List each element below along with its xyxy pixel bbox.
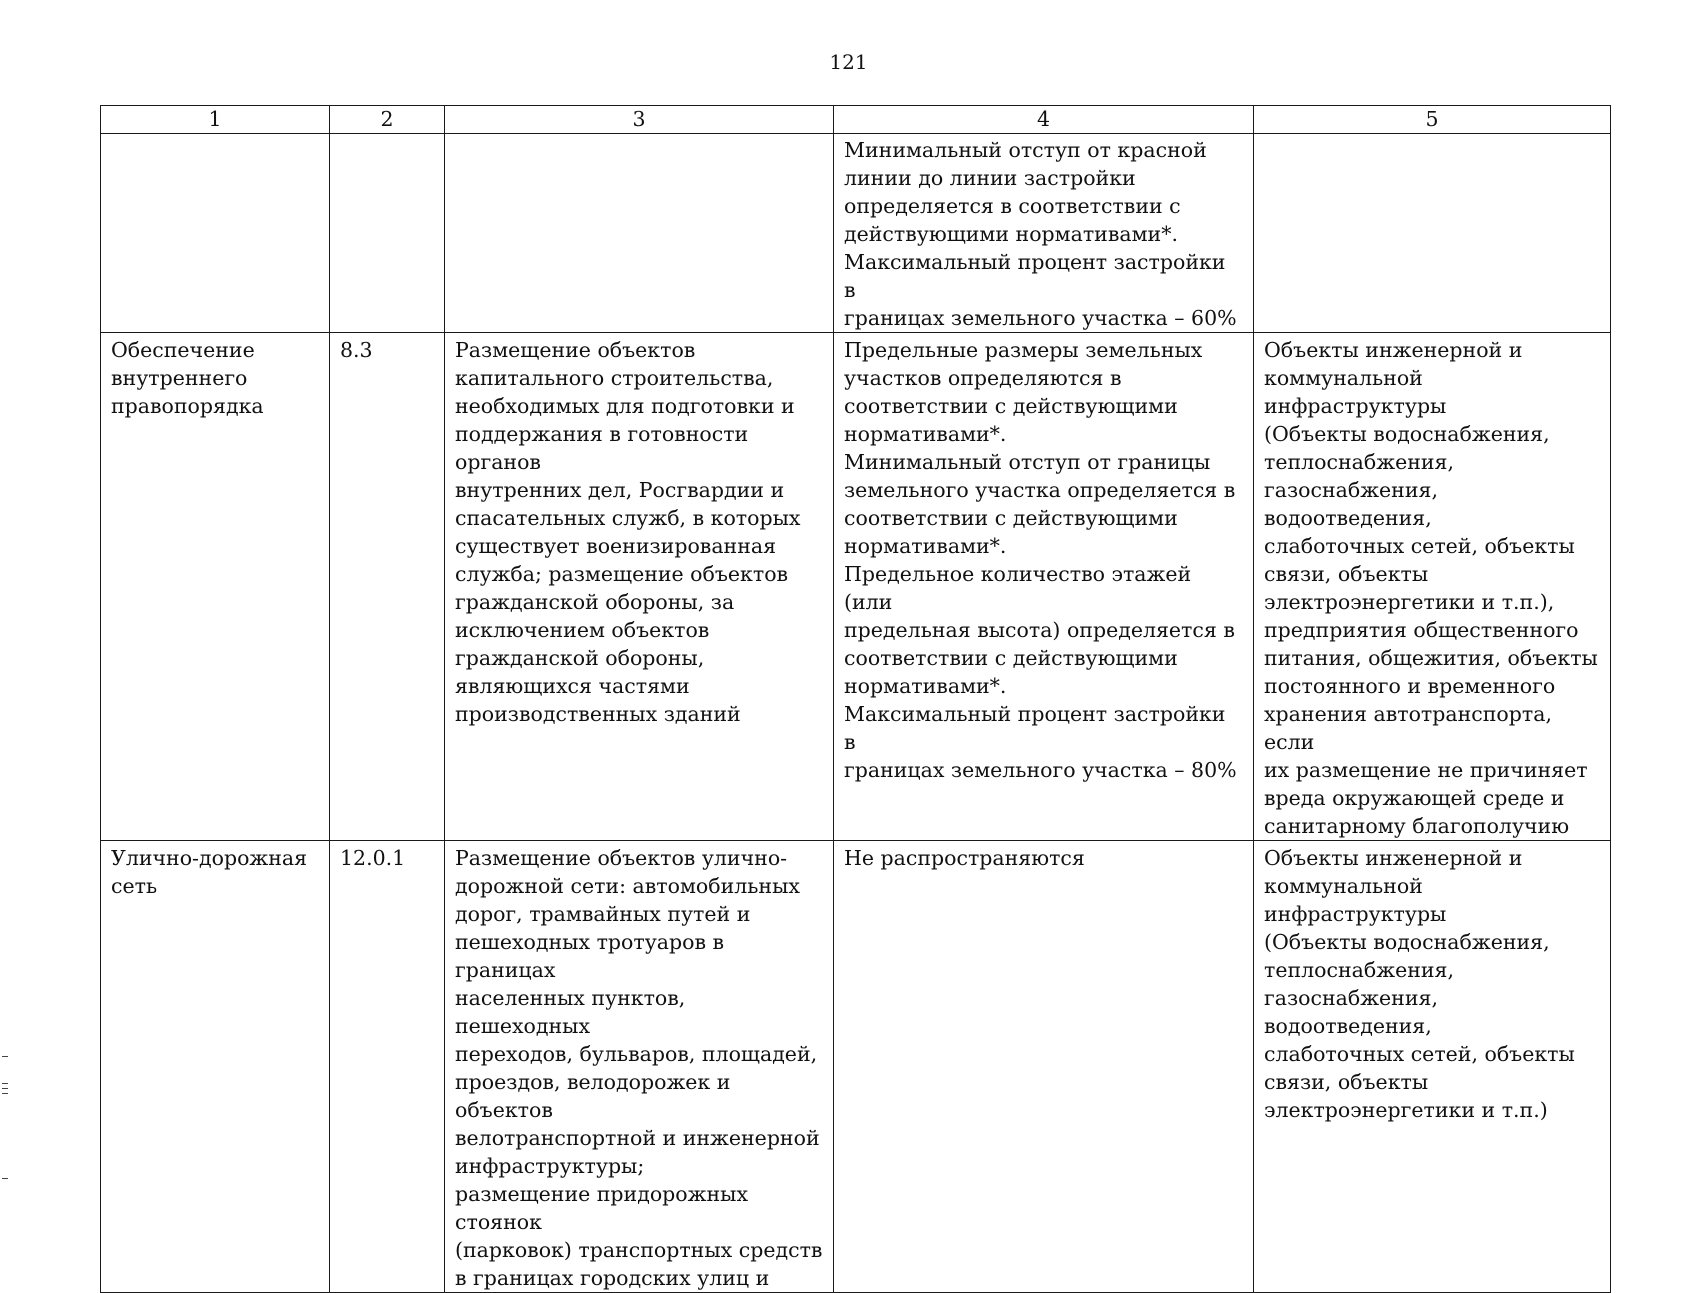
permitted-objects-cell xyxy=(1254,134,1611,333)
scan-mark xyxy=(2,1056,8,1057)
parameters-text: Минимальный отступ от красной линии до линии застройки определяется в соответствии с действующими нормативами*. Максимальный процент застройки в границах земельного участка – 60% xyxy=(844,138,1237,330)
use-code-cell xyxy=(330,333,445,841)
use-code-cell xyxy=(330,841,445,1293)
use-description: Размещение объектов улично- дорожной сети: автомобильных дорог, трамвайных путей и пешеходных тротуаров в границах населенных пунктов, пешеходных переходов, бульваров, площадей, проездов, велодорожек и объектов велотранспортной и инженерной инфраструктуры; размещение придорожных стоянок (парковок) транспортных средств в границах городских улиц и xyxy=(455,846,823,1290)
use-name-cell xyxy=(101,333,330,841)
page-number: 121 xyxy=(829,50,868,74)
use-description-cell xyxy=(445,841,834,1293)
column-header-4: 4 xyxy=(834,106,1254,134)
use-code: 8.3 xyxy=(340,338,373,362)
permitted-objects-text: Объекты инженерной и коммунальной инфраструктуры (Объекты водоснабжения, теплоснабжения, газоснабжения, водоотведения, слаботочных сетей, объекты связи, объекты электроэнергетики и т.п.) xyxy=(1264,846,1575,1122)
use-description-cell xyxy=(445,333,834,841)
parameters-text: Не распространяются xyxy=(844,846,1085,870)
permitted-objects-cell xyxy=(1254,333,1611,841)
column-header-2: 2 xyxy=(330,106,445,134)
parameters-cell xyxy=(834,841,1254,1293)
use-name: Обеспечение внутреннего правопорядка xyxy=(111,338,264,418)
scan-mark xyxy=(2,1088,8,1089)
use-code-cell xyxy=(330,134,445,333)
use-name-cell xyxy=(101,134,330,333)
use-name xyxy=(111,134,319,136)
use-code xyxy=(340,134,434,136)
column-header-5: 5 xyxy=(1254,106,1611,134)
use-description xyxy=(455,134,823,136)
column-header-3: 3 xyxy=(445,106,834,134)
scan-mark xyxy=(2,1083,8,1084)
scan-margin-marks xyxy=(0,0,14,1200)
table-header-row xyxy=(101,106,1611,134)
parameters-text: Предельные размеры земельных участков определяются в соответствии с действующими нормативами*. Минимальный отступ от границы земельного участка определяется в соответствии с действующими нормативами*. Предельное количество этажей (или предельная высота) определяется в соответствии с действующими нормативами*. Максимальный процент застройки в границах земельного участка – 80% xyxy=(844,338,1237,782)
table-row xyxy=(101,841,1611,1293)
use-description-cell xyxy=(445,134,834,333)
scan-mark xyxy=(2,1178,8,1179)
permitted-objects-cell xyxy=(1254,841,1611,1293)
permitted-objects-text xyxy=(1264,134,1600,136)
column-header-1: 1 xyxy=(101,106,330,134)
use-name-cell xyxy=(101,841,330,1293)
land-use-table xyxy=(100,105,1611,1293)
table-row xyxy=(101,134,1611,333)
use-name: Улично-дорожная сеть xyxy=(111,846,308,898)
use-description: Размещение объектов капитального строительства, необходимых для подготовки и поддержания в готовности органов внутренних дел, Росгвардии и спасательных служб, в которых существует военизированная служба; размещение объектов гражданской обороны, за исключением объектов гражданской обороны, являющихся частями производственных зданий xyxy=(455,338,801,726)
parameters-cell xyxy=(834,134,1254,333)
scan-mark xyxy=(2,1093,8,1094)
table-row xyxy=(101,333,1611,841)
use-code: 12.0.1 xyxy=(340,846,406,870)
permitted-objects-text: Объекты инженерной и коммунальной инфраструктуры (Объекты водоснабжения, теплоснабжения, газоснабжения, водоотведения, слаботочных сетей, объекты связи, объекты электроэнергетики и т.п.), предприятия общественного питания, общежития, объекты постоянного и временного хранения автотранспорта, если их размещение не причиняет вреда окружающей среде и санитарному благополучию xyxy=(1264,338,1598,838)
parameters-cell xyxy=(834,333,1254,841)
